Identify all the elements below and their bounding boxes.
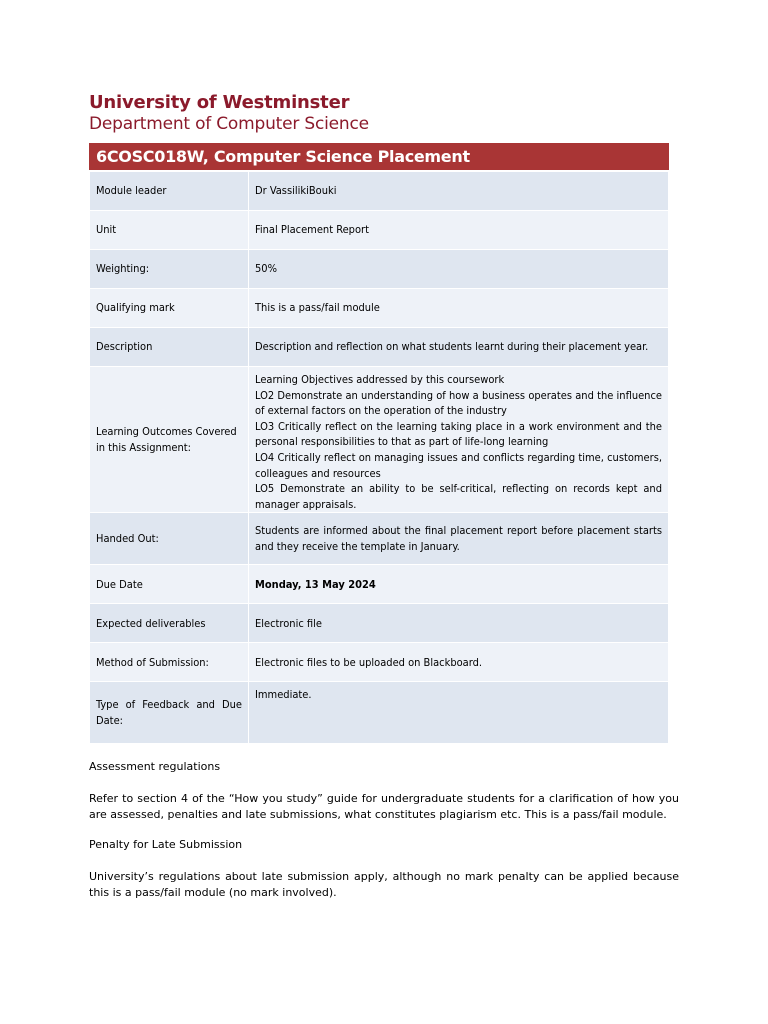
table-row	[90, 250, 669, 289]
learning-outcome-lo3: LO3 Critically reflect on the learning taking place in a work environment and the personal responsibilities to that as part of life-long learning	[255, 419, 662, 449]
unit-label: Unit	[90, 211, 249, 250]
table-row	[90, 211, 669, 250]
table-row	[90, 289, 669, 328]
feedback-value: Immediate.	[249, 682, 669, 744]
due-date-label: Due Date	[90, 565, 249, 604]
weighting-value: 50%	[249, 250, 669, 289]
weighting-label: Weighting:	[90, 250, 249, 289]
table-row	[90, 682, 669, 744]
table-row	[90, 565, 669, 604]
qualifying-mark-label: Qualifying mark	[90, 289, 249, 328]
table-row	[90, 172, 669, 211]
due-date-value: Monday, 13 May 2024	[249, 565, 669, 604]
module-leader-label: Module leader	[90, 172, 249, 211]
submission-value: Electronic files to be uploaded on Blackboard.	[249, 643, 669, 682]
handed-out-label: Handed Out:	[90, 513, 249, 565]
deliverables-label: Expected deliverables	[90, 604, 249, 643]
university-title: University of Westminster	[89, 92, 350, 113]
submission-label: Method of Submission:	[90, 643, 249, 682]
late-penalty-heading: Penalty for Late Submission	[89, 838, 243, 851]
table-row	[90, 604, 669, 643]
learning-outcome-lo5: LO5 Demonstrate an ability to be self-critical, reflecting on records kept and manager appraisals.	[255, 482, 662, 511]
department-title: Department of Computer Science	[89, 114, 369, 134]
module-leader-value: Dr VassilikiBouki	[249, 172, 669, 211]
table-row	[90, 643, 669, 682]
description-value: Description and reflection on what students learnt during their placement year.	[249, 328, 669, 367]
table-row	[90, 513, 669, 565]
assessment-regulations-text: Refer to section 4 of the “How you study” guide for undergraduate students for a clarification of how you are assessed, penalties and late submissions, what constitutes plagiarism etc. This is a pass/fail module.	[89, 792, 679, 821]
description-label: Description	[90, 328, 249, 367]
learning-outcomes-label: Learning Outcomes Covered in this Assignment:	[90, 367, 249, 513]
qualifying-mark-value: This is a pass/fail module	[249, 289, 669, 328]
table-row	[90, 367, 669, 513]
late-penalty-text: University’s regulations about late submission apply, although no mark penalty can be applied because this is a pass/fail module (no mark involved).	[89, 870, 679, 899]
learning-outcomes-value	[249, 367, 669, 513]
assessment-regulations-heading: Assessment regulations	[89, 760, 221, 773]
module-title-banner: 6COSC018W, Computer Science Placement	[89, 143, 669, 170]
feedback-label: Type of Feedback and Due Date:	[90, 682, 249, 744]
handed-out-value: Students are informed about the final placement report before placement starts and they receive the template in January.	[249, 513, 669, 565]
unit-value: Final Placement Report	[249, 211, 669, 250]
table-row	[90, 328, 669, 367]
learning-outcome-lo2: LO2 Demonstrate an understanding of how a business operates and the influence of external factors on the operation of the industry	[255, 388, 662, 418]
deliverables-value: Electronic file	[249, 604, 669, 643]
learning-outcome-lo4: LO4 Critically reflect on managing issues and conflicts regarding time, customers, colleagues and resources	[255, 450, 662, 480]
assignment-info-table	[89, 171, 669, 744]
learning-outcomes-intro: Learning Objectives addressed by this coursework	[255, 373, 505, 386]
